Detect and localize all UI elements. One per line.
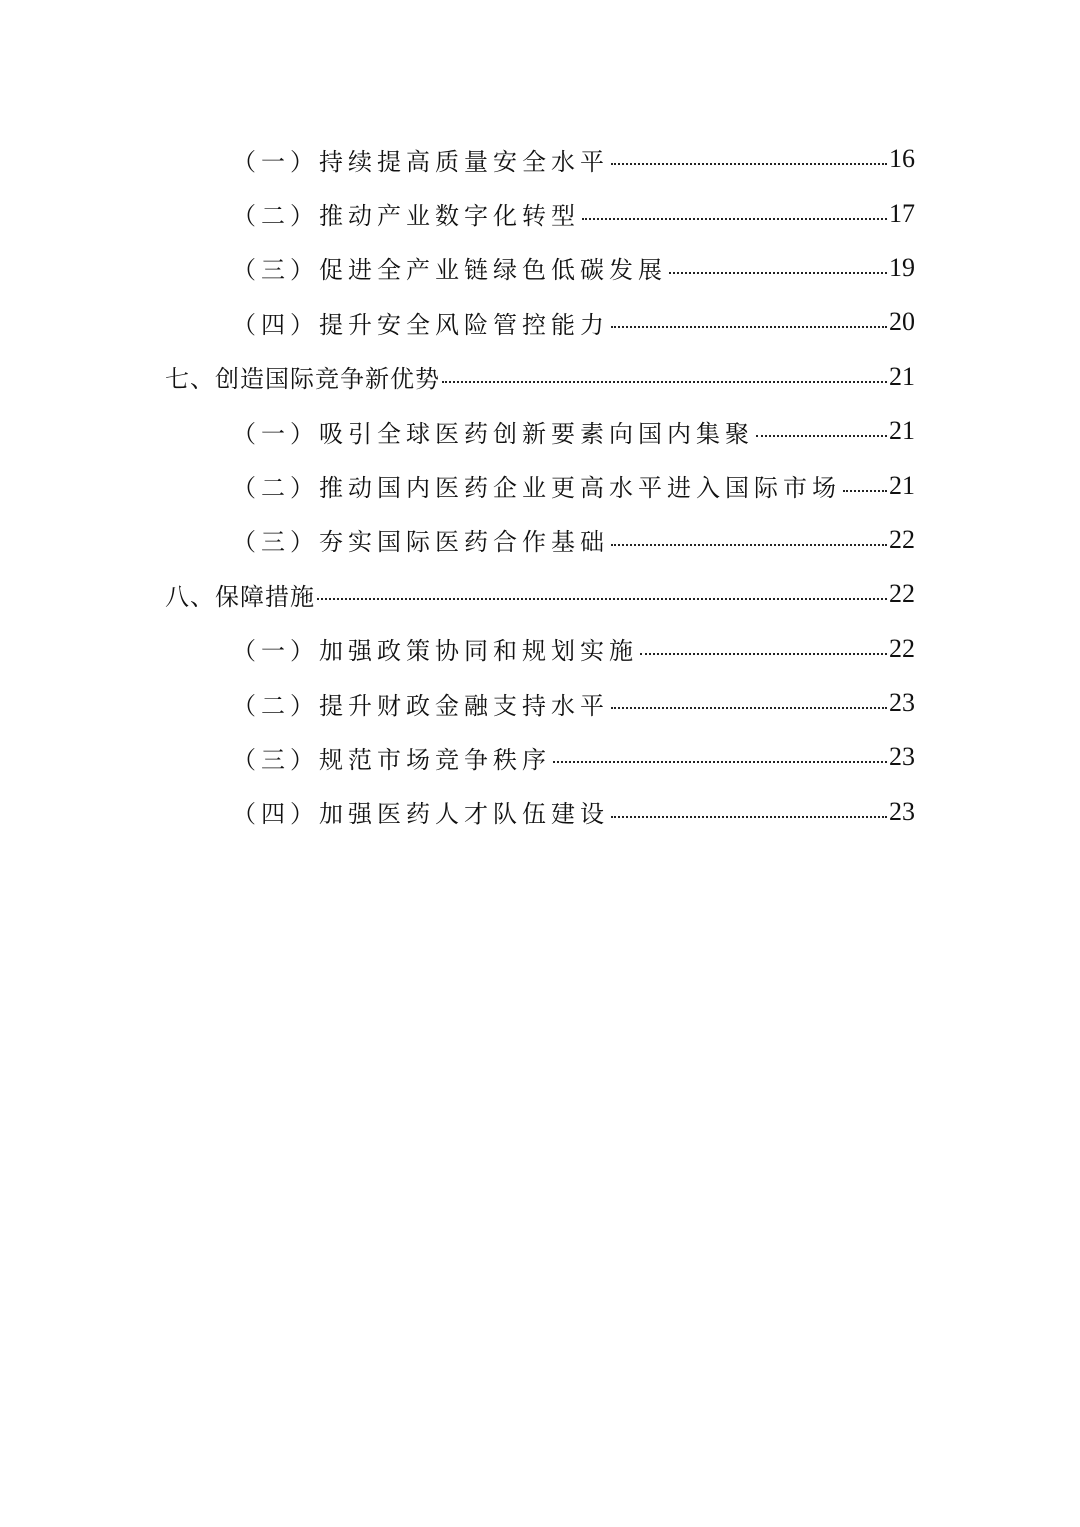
toc-entry-subsection[interactable]: [0, 404, 1080, 458]
toc-page-number: 22: [889, 633, 915, 663]
dot-leader: [442, 381, 887, 383]
dot-leader: [553, 761, 887, 763]
toc-page-number: 21: [889, 470, 915, 500]
toc-entry-subsection[interactable]: [0, 458, 1080, 512]
toc-entry-title: （二）提升财政金融支持水平: [232, 691, 609, 720]
toc-page-number: 22: [889, 579, 915, 609]
toc-page-number: 22: [889, 524, 915, 554]
dot-leader: [611, 544, 887, 546]
toc-page-number: 16: [889, 144, 915, 174]
toc-entry-subsection[interactable]: [0, 186, 1080, 240]
toc-entry-title: （三）促进全产业链绿色低碳发展: [232, 256, 667, 285]
toc-page-number: 23: [889, 688, 915, 718]
dot-leader: [611, 326, 887, 328]
toc-page-number: 23: [889, 796, 915, 826]
toc-entry-title: （一）加强政策协同和规划实施: [232, 637, 638, 666]
toc-entry-subsection[interactable]: [0, 513, 1080, 567]
toc-page-number: 23: [889, 742, 915, 772]
toc-page-number: 19: [889, 252, 915, 282]
toc-entry-subsection[interactable]: [0, 676, 1080, 730]
toc-page-number: 17: [889, 198, 915, 228]
toc-page-number: 21: [889, 361, 915, 391]
dot-leader: [756, 435, 887, 437]
toc-entry-title: 七、创造国际竞争新优势: [165, 365, 440, 394]
toc-page-number: 21: [889, 416, 915, 446]
dot-leader: [611, 163, 887, 165]
table-of-contents: [0, 132, 1080, 839]
toc-entry-title: （二）推动产业数字化转型: [232, 202, 580, 231]
toc-entry-title: （四）提升安全风险管控能力: [232, 310, 609, 339]
toc-entry-title: （二）推动国内医药企业更高水平进入国际市场: [232, 474, 841, 503]
toc-entry-subsection[interactable]: [0, 785, 1080, 839]
toc-entry-section[interactable]: [0, 567, 1080, 621]
dot-leader: [640, 653, 887, 655]
toc-entry-title: 八、保障措施: [165, 582, 315, 611]
toc-entry-title: （一）吸引全球医药创新要素向国内集聚: [232, 419, 754, 448]
dot-leader: [582, 218, 887, 220]
dot-leader: [611, 707, 887, 709]
toc-entry-section[interactable]: [0, 350, 1080, 404]
toc-entry-subsection[interactable]: [0, 730, 1080, 784]
toc-entry-title: （三）规范市场竞争秩序: [232, 745, 551, 774]
toc-entry-title: （四）加强医药人才队伍建设: [232, 800, 609, 829]
toc-entry-subsection[interactable]: [0, 622, 1080, 676]
toc-entry-subsection[interactable]: [0, 241, 1080, 295]
toc-page-number: 20: [889, 307, 915, 337]
dot-leader: [843, 490, 887, 492]
dot-leader: [669, 272, 887, 274]
toc-entry-title: （一）持续提高质量安全水平: [232, 147, 609, 176]
toc-entry-subsection[interactable]: [0, 295, 1080, 349]
dot-leader: [317, 598, 887, 600]
toc-entry-subsection[interactable]: [0, 132, 1080, 186]
toc-entry-title: （三）夯实国际医药合作基础: [232, 528, 609, 557]
dot-leader: [611, 816, 887, 818]
